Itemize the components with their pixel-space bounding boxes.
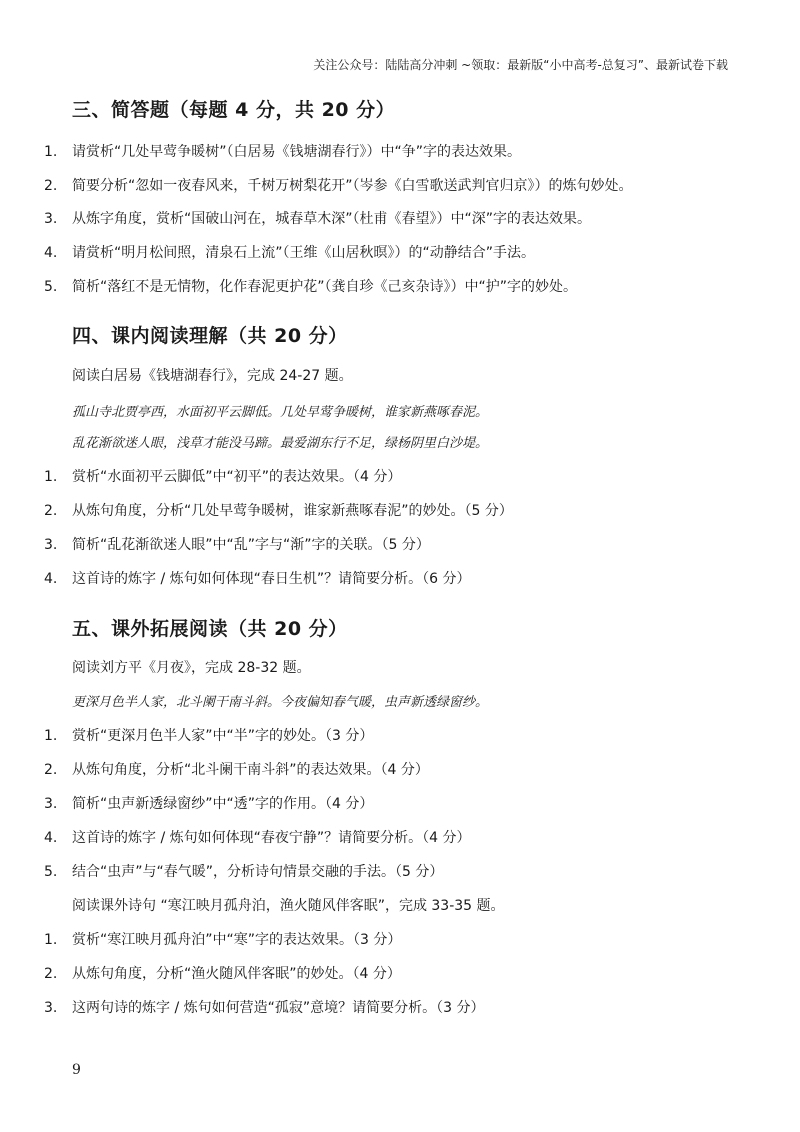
question-number: 3. <box>44 796 58 812</box>
question-number: 3. <box>44 537 58 553</box>
question-item <box>44 759 429 779</box>
reading-intro: 阅读白居易《钱塘湖春行》，完成 24-27 题。 <box>72 368 353 384</box>
question-text: 请赏析“几处早莺争暖树”（白居易《钱塘湖春行》）中“争”字的表达效果。 <box>72 144 522 160</box>
question-number: 3. <box>44 1000 58 1016</box>
question-number: 1. <box>44 728 58 744</box>
question-text: 简析“乱花渐欲迷人眼”中“乱”字与“渐”字的关联。（5 分） <box>72 537 430 553</box>
question-item <box>44 534 430 554</box>
question-text: 这首诗的炼字 / 炼句如何体现“春日生机”？请简要分析。（6 分） <box>72 571 471 587</box>
question-text: 从炼句角度，分析“北斗阑干南斗斜”的表达效果。（4 分） <box>72 762 429 778</box>
question-item <box>44 141 521 161</box>
poem-line: 乱花渐欲迷人眼，浅草才能没马蹄。最爱湖东行不足，绿杨阴里白沙堤。 <box>72 436 489 451</box>
question-item <box>44 466 401 486</box>
page-number: 9 <box>72 1062 81 1078</box>
question-item <box>44 568 470 588</box>
question-item <box>44 725 373 745</box>
question-text: 简析“虫声新透绿窗纱”中“透”字的作用。（4 分） <box>72 796 374 812</box>
question-item <box>44 827 470 847</box>
question-number: 4. <box>44 245 58 261</box>
question-text: 从炼句角度，分析“几处早莺争暖树，谁家新燕啄春泥”的妙处。（5 分） <box>72 503 513 519</box>
question-text: 赏析“水面初平云脚低”中“初平”的表达效果。（4 分） <box>72 469 402 485</box>
question-text: 结合“虫声”与“春气暖”，分析诗句情景交融的手法。（5 分） <box>72 864 444 880</box>
question-number: 1. <box>44 469 58 485</box>
question-text: 从炼字角度，赏析“国破山河在，城春草木深”（杜甫《春望》）中“深”字的表达效果。 <box>72 211 592 227</box>
question-item <box>44 500 513 520</box>
section-title-5: 五、课外拓展阅读（共 20 分） <box>72 618 348 640</box>
question-text: 这首诗的炼字 / 炼句如何体现“春夜宁静”？请简要分析。（4 分） <box>72 830 471 846</box>
question-number: 3. <box>44 211 58 227</box>
question-text: 赏析“更深月色半人家”中“半”字的妙处。（3 分） <box>72 728 374 744</box>
reading-intro: 阅读刘方平《月夜》，完成 28-32 题。 <box>72 660 311 676</box>
reading-intro: 阅读课外诗句 “寒江映月孤舟泊，渔火随风伴客眠”，完成 33-35 题。 <box>72 898 505 914</box>
question-item <box>44 242 535 262</box>
question-number: 4. <box>44 571 58 587</box>
question-text: 请赏析“明月松间照，清泉石上流”（王维《山居秋暝》）的“动静结合”手法。 <box>72 245 536 261</box>
poem-line: 孤山寺北贾亭西，水面初平云脚低。几处早莺争暖树，谁家新燕啄春泥。 <box>72 405 489 420</box>
question-number: 1. <box>44 144 58 160</box>
question-item <box>44 208 591 228</box>
question-text: 简析“落红不是无情物，化作春泥更护花”（龚自珍《己亥杂诗》）中“护”字的妙处。 <box>72 279 578 295</box>
section-title-3: 三、简答题（每题 4 分，共 20 分） <box>72 99 396 121</box>
question-item <box>44 276 577 296</box>
poem-line: 更深月色半人家，北斗阑干南斗斜。今夜偏知春气暖，虫声新透绿窗纱。 <box>72 695 489 710</box>
question-text: 赏析“寒江映月孤舟泊”中“寒”字的表达效果。（3 分） <box>72 932 402 948</box>
question-item <box>44 861 443 881</box>
question-number: 2. <box>44 762 58 778</box>
question-text: 这两句诗的炼字 / 炼句如何营造“孤寂”意境？请简要分析。（3 分） <box>72 1000 485 1016</box>
section-title-4: 四、课内阅读理解（共 20 分） <box>72 325 348 347</box>
question-item <box>44 793 373 813</box>
question-text: 简要分析“忽如一夜春风来，千树万树梨花开”（岑参《白雪歌送武判官归京》）的炼句妙处。 <box>72 178 633 194</box>
question-number: 5. <box>44 279 58 295</box>
question-number: 4. <box>44 830 58 846</box>
question-item <box>44 929 401 949</box>
question-number: 5. <box>44 864 58 880</box>
header-note: 关注公众号：陆陆高分冲刺 ~领取：最新版“小中高考-总复习”、最新试卷下载 <box>313 58 728 72</box>
question-number: 2. <box>44 178 58 194</box>
question-item <box>44 963 401 983</box>
question-item <box>44 997 484 1017</box>
question-text: 从炼句角度，分析“渔火随风伴客眠”的妙处。（4 分） <box>72 966 401 982</box>
question-number: 2. <box>44 966 58 982</box>
question-number: 2. <box>44 503 58 519</box>
question-item <box>44 175 633 195</box>
question-number: 1. <box>44 932 58 948</box>
